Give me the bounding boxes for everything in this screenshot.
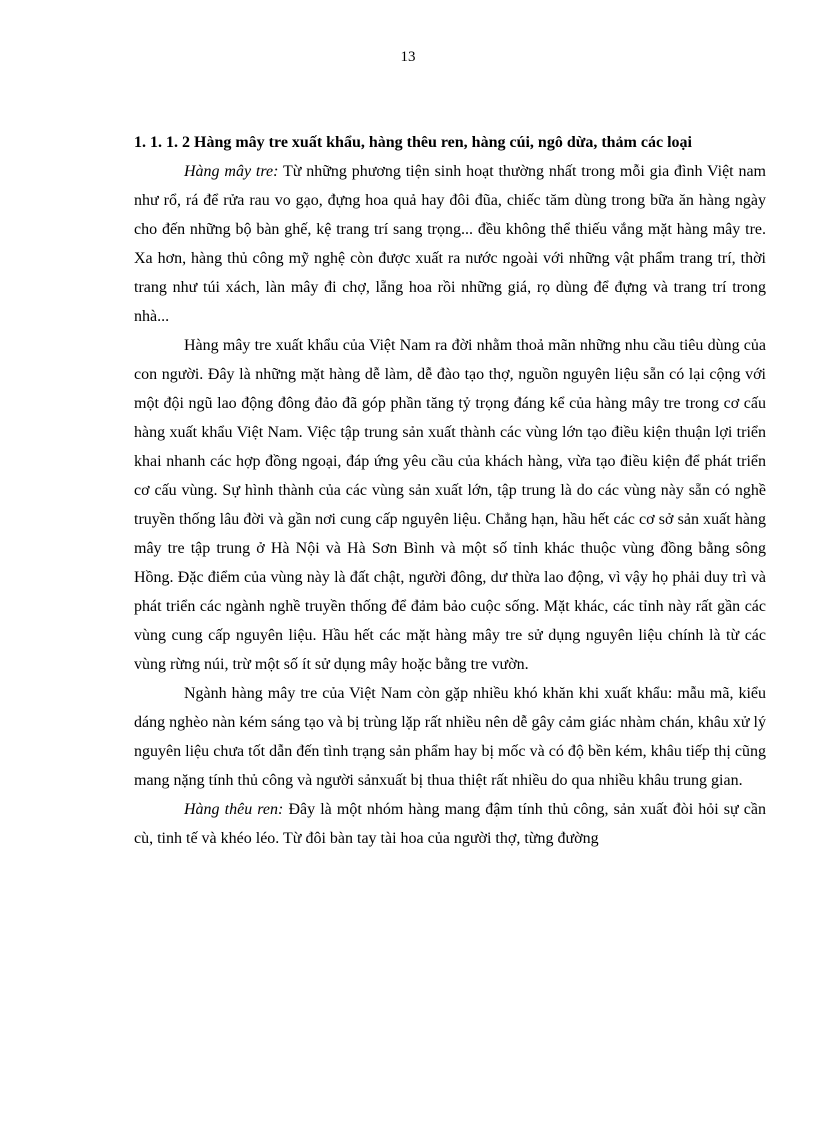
- paragraph-embroidery-intro: [134, 795, 766, 853]
- paragraph-rattan-difficulties: [134, 679, 766, 795]
- paragraph-rattan-intro: [134, 157, 766, 331]
- document-body: [134, 128, 766, 853]
- paragraph-text: Hàng mây tre xuất khẩu của Việt Nam ra đời nhằm thoả mãn những nhu cầu tiêu dùng của con người. Đây là những mặt hàng dễ làm, dễ đào tạo thợ, nguồn nguyên liệu sẵn có lại cộng với một đội ngũ lao động đông đảo đã góp phần tăng tỷ trọng đáng kể của hàng mây tre trong cơ cấu hàng xuất khẩu Việt Nam. Việc tập trung sản xuất thành các vùng lớn tạo điều kiện thuận lợi triển khai nhanh các hợp đồng ngoại, đáp ứng yêu cầu của khách hàng, vừa tạo điều kiện để phát triển cơ cấu vùng. Sự hình thành của các vùng sản xuất lớn, tập trung là do các vùng này sẵn có nghề truyền thống lâu đời và gần nơi cung cấp nguyên liệu. Chẳng hạn, hầu hết các cơ sở sản xuất hàng mây tre tập trung ở Hà Nội và Hà Sơn Bình và một số tỉnh khác thuộc vùng đồng bằng sông Hồng. Đặc điểm của vùng này là đất chật, người đông, dư thừa lao động, vì vậy họ phải duy trì và phát triển các ngành nghề truyền thống để đảm bảo cuộc sống. Mặt khác, các tỉnh này rất gần các vùng cung cấp nguyên liệu. Hầu hết các mặt hàng mây tre sử dụng nguyên liệu chính là từ các vùng rừng núi, trừ một số ít sử dụng mây hoặc bằng tre vườn.: [134, 337, 766, 673]
- paragraph-lead-term: Hàng thêu ren:: [184, 801, 284, 818]
- page-number: 13: [400, 49, 416, 65]
- paragraph-text: Đây là một nhóm hàng mang đậm tính thủ công, sản xuất đòi hỏi sự cần cù, tinh tế và khéo léo. Từ đôi bàn tay tài hoa của người thợ, từng đường: [134, 801, 766, 847]
- paragraph-text: Từ những phương tiện sinh hoạt thường nhất trong mỗi gia đình Việt nam như rổ, rá để rửa rau vo gạo, đựng hoa quả hay đôi đũa, chiếc tăm dùng trong bữa ăn hàng ngày cho đến những bộ bàn ghế, kệ trang trí sang trọng... đều không thể thiếu vắng mặt hàng mây tre. Xa hơn, hàng thủ công mỹ nghệ còn được xuất ra nước ngoài với những vật phẩm trang trí, thời trang như túi xách, làn mây đi chợ, lẵng hoa rồi những giá, rọ dùng để đựng và trang trí trong nhà...: [134, 163, 767, 325]
- paragraph-text: Ngành hàng mây tre của Việt Nam còn gặp nhiều khó khăn khi xuất khẩu: mẫu mã, kiểu dáng nghèo nàn kém sáng tạo và bị trùng lặp rất nhiều nên dễ gây cảm giác nhàm chán, khâu xử lý nguyên liệu chưa tốt dẫn đến tình trạng sản phẩm hay bị mốc và có độ bền kém, khâu tiếp thị cũng mang nặng tính thủ công và người sảnxuất bị thua thiệt rất nhiều do qua nhiều khâu trung gian.: [134, 685, 766, 789]
- paragraph-lead-term: Hàng mây tre:: [184, 163, 279, 180]
- paragraph-rattan-export: [134, 331, 766, 679]
- section-heading: 1. 1. 1. 2 Hàng mây tre xuất khẩu, hàng thêu ren, hàng cúi, ngô dừa, thảm các loại: [134, 134, 692, 151]
